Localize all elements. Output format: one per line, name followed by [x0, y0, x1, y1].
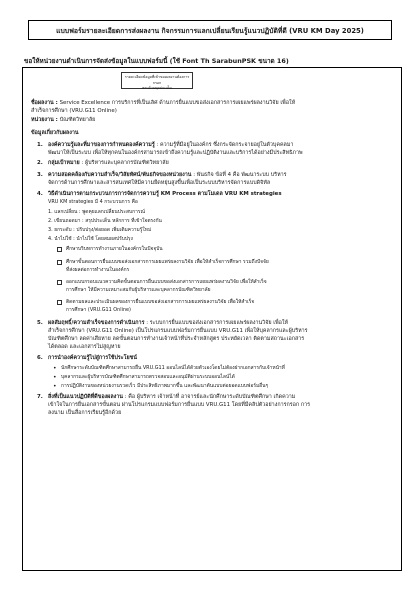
strategy-item: 4. นำไปใช้ : นำไปใช้ โดยสมผสปรับปรุง	[48, 236, 133, 242]
item-number: 1.	[37, 142, 43, 148]
item-5-heading: ผลสัมฤทธิ์/ความสำเร็จของการดำเนินการ	[48, 320, 145, 326]
item-7-text-cont: เข้าใจในการยื่นเอกสารขั้นตอน ผ่านโปรแกรมแบบฟอร์มการยื่นแบบ VRU.G11 โดยที่มีคลิปตัวอย่างการกรอก การ	[48, 402, 311, 408]
item-7-line	[48, 394, 295, 401]
item-6-bullet: การปฏิบัติงานของหน่วยงานรวดเร็ว มีประสิทธิภาพมากขึ้น และพัฒนาต้นแบบต่อยอดแบบฟอร์มอื่นๆ	[61, 383, 269, 389]
checkbox[interactable]	[57, 247, 62, 252]
item-3-heading: ความสอดคล้องกับความสำเร็จ/วิสัยทัศน์/พันธกิจของหน่วยงาน	[48, 172, 192, 178]
strategy-item: 1. แลกเปลี่ยน : พูดคุยแลกเปลี่ยนประสบการณ์	[48, 209, 146, 215]
item-number: 7.	[37, 394, 43, 400]
checkbox-label-cont: การศึกษา (VRU.G11 Online)	[66, 307, 131, 313]
item-3-line	[48, 172, 287, 179]
document-title-box	[28, 20, 392, 40]
bullet-icon: •	[53, 365, 57, 372]
bullet-icon: •	[53, 383, 57, 390]
work-name-value: Service Excellence การบริการที่เป็นเลิศ ด้านการยื่นแบบขอส่งเอกสารการเผยแพร่ผลงานวิจัย เพื่อให้	[59, 100, 296, 106]
item-1-line	[48, 142, 293, 149]
item-3-text-cont: จัดการด้านการศึกษาและสารสนเทศให้มีความยืดหยุ่นสูงขึ้นเพื่อเป็นระบบบริหารจัดการแบบดิจิทัล	[48, 180, 271, 186]
instruction-text: ขอให้หน่วยงานดำเนินการจัดส่งข้อมูลในแบบฟอร์มนี้ (ใช้ Font Th SarabunPSK ขนาด 16)	[24, 57, 289, 65]
section-heading: ข้อมูลเกี่ยวกับผลงาน	[31, 130, 79, 136]
unit-label: หน่วยงาน :	[31, 117, 60, 123]
unit-line	[31, 117, 95, 124]
item-number: 3.	[37, 172, 43, 178]
work-name-line	[31, 100, 295, 107]
item-5-text-cont: สำเร็จการศึกษา (VRU.G11 Online) เป็นโปรแกรมแบบฟอร์มการยื่นแบบ VRU.G11 เพื่อให้บุคลากรและผู้บริหาร	[48, 328, 308, 334]
item-6-bullet: บุคลากรและผู้บริหารบัณฑิตศึกษาสามารถตรวจสอบและอนุมัติผ่านระบบออนไลน์ได้	[61, 374, 235, 380]
checkbox-label: ติดตามผลและประเมินผลของการยื่นแบบขอส่งเอกสารการเผยแพร่ผลงานวิจัย เพื่อให้สำเร็จ	[66, 299, 255, 305]
item-number: 5.	[37, 320, 43, 326]
item-5-line	[48, 320, 288, 327]
corner-note-line: ครบถ้วนทุกประเด็น	[142, 86, 172, 91]
item-4-text: VRU KM strategies มี 4 กระบวนการ คือ	[48, 199, 138, 205]
item-4-heading: วิธีดำเนินการตามกระบวนการการจัดการความรู้ KM Process ตามโมเดล VRU KM strategies	[48, 191, 282, 197]
checkbox-label-cont: การศึกษา ให้มีความเหมาะสมกับผู้บริหารและบุคลากรบัณฑิตวิทยาลัย	[66, 287, 211, 293]
corner-note-box	[121, 72, 193, 89]
item-3-text: : พันธกิจ ข้อที่ 4 คือ พัฒนาระบบ บริหาร	[191, 172, 287, 178]
item-number: 2.	[37, 160, 43, 166]
strategy-item: 2. เขียนถอดมา : สรุปประเด็น หลักการ ที่เข้าใจตรงกัน	[48, 218, 162, 224]
bullet-icon: •	[53, 374, 57, 381]
item-number: 6.	[37, 355, 43, 361]
work-name-value-cont: สำเร็จการศึกษา (VRU.G11 Online)	[31, 108, 117, 114]
work-name-label: ชื่อผลงาน :	[31, 100, 60, 106]
checkbox[interactable]	[57, 260, 62, 265]
item-7-text-cont: ลงนาม เป็นสื่อการเรียนรู้อีกด้วย	[48, 410, 122, 416]
item-2-line	[48, 160, 169, 167]
item-1-text: : ความรู้ที่มีอยู่ในองค์กร ซึ่งกระจัดกระจายอยู่ในตัวบุคคลมา	[154, 142, 294, 148]
checkbox-label: ศึกษาขั้นตอนการยื่นแบบขอส่งเอกสารการเผยแพร่ผลงานวิจัย เพื่อให้สำเร็จการศึกษา รวมถึงปัจจัย	[66, 259, 269, 265]
form-content-box	[22, 67, 402, 571]
item-5-text: : ระบบการยื่นแบบขอส่งเอกสารการเผยแพร่ผลงานวิจัย เพื่อให้	[144, 320, 289, 326]
checkbox[interactable]	[57, 280, 62, 285]
item-1-text-cont: พัฒนาให้เป็นระบบ เพื่อให้ทุกคนในองค์กรสามารถเข้าถึงความรู้และปฏิบัติงานและบริการได้อย่างมีประสิทธิภาพ	[48, 150, 303, 156]
item-5-text-cont: ได้ตลอด และเอกสารไม่สูญหาย	[48, 344, 121, 350]
item-7-heading: สิ่งที่เป็นแนวปฏิบัติที่ดีของผลงาน	[48, 394, 123, 400]
checkbox[interactable]	[57, 300, 62, 305]
checkbox-label: ออกแบบกรอบแนวความคิดขั้นตอนการยื่นแบบขอส่งเอกสารการเผยแพร่ผลงานวิจัย เพื่อให้สำเร็จ	[66, 279, 267, 285]
document-title: แบบฟอร์มรายละเอียดการส่งผลงาน กิจกรรมการแลกเปลี่ยนเรียนรู้แนวปฏิบัติที่ดี (VRU KM Day 2025)	[56, 26, 364, 35]
corner-note-line: รายละเอียดข้อมูลที่เข้าของผลงานต้องการกรอก	[124, 75, 190, 85]
item-5-text-cont: บัณฑิตศึกษา ลดค่าเสียหาย ลดขั้นตอนการทำงานเจ้าหน้าที่ประจำหลักสูตร ประหยัดเวลา ติดตามสถานะเอกสาร	[48, 336, 305, 342]
item-2-heading: กลุ่มเป้าหมาย	[48, 160, 80, 166]
checkbox-label-cont: ที่ส่งผลต่อการทำงานในองค์กร	[66, 267, 130, 273]
strategy-item: 3. ยกระดับ : ปรับปรุง/ต่อยอด เพิ่มเติมความรู้ใหม่	[48, 227, 152, 233]
item-2-text: : ผู้บริหารและบุคลากรบัณฑิตวิทยาลัย	[79, 160, 169, 166]
item-7-text: : คือ ผู้บริหาร เจ้าหน้าที่ อาจารย์และนักศึกษาระดับบัณฑิตศึกษา เกิดความ	[123, 394, 296, 400]
checkbox-label: ศึกษาบริบทการทำงานภายในองค์กรในปัจจุบัน	[66, 246, 163, 252]
item-6-heading: การนำองค์ความรู้ไปสู่การใช้ประโยชน์	[48, 355, 137, 361]
item-6-bullet: นักศึกษาระดับบัณฑิตศึกษาสามารถยื่น VRU.G11 ออนไลน์ได้ด้วยตัวเองโดยไม่ต้องฝากเอกสารกับเจ้าหน้าที่	[61, 365, 285, 371]
item-1-heading: องค์ความรู้และที่มาของการกำหนดองค์ความรู้	[48, 142, 155, 148]
item-number: 4.	[37, 191, 43, 197]
unit-value: บัณฑิตวิทยาลัย	[59, 117, 96, 123]
